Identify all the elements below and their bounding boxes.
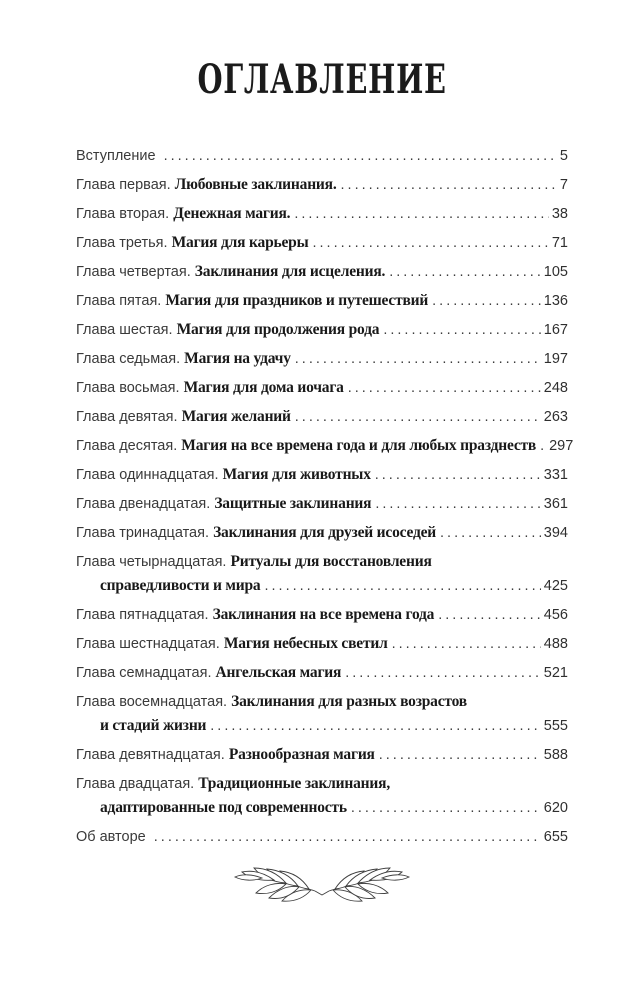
dot-leader: [210, 714, 541, 738]
dot-leader: [432, 289, 541, 313]
chapter-title: Ангельская магия: [215, 664, 342, 681]
chapter-prefix: Вступление: [76, 148, 156, 164]
chapter-prefix: Глава пятая.: [76, 293, 162, 309]
chapter-prefix: Глава четырнадцатая.: [76, 554, 227, 570]
toc-entry: [76, 405, 568, 429]
toc-entry: [76, 550, 568, 598]
chapter-title: Магия на удачу: [184, 350, 291, 367]
chapter-prefix: Глава девятая.: [76, 409, 178, 425]
toc-entry: [76, 661, 568, 685]
toc-entry: [76, 318, 568, 342]
dot-leader: [375, 463, 541, 487]
dot-leader: [348, 376, 541, 400]
page-number: 5: [559, 148, 568, 164]
chapter-prefix: Глава двадцатая.: [76, 776, 195, 792]
chapter-prefix: Глава тринадцатая.: [76, 525, 210, 541]
page-number: 488: [543, 636, 568, 652]
toc-entry: [76, 347, 568, 371]
dot-leader: [375, 492, 540, 516]
page-number: 197: [543, 351, 568, 367]
page-number: 248: [543, 380, 568, 396]
chapter-title: Защитные заклинания: [214, 495, 372, 512]
chapter-title: Магия желаний: [181, 408, 291, 425]
dot-leader: [440, 521, 541, 545]
chapter-prefix: Глава двенадцатая.: [76, 496, 211, 512]
chapter-title: Традиционные заклинания,: [198, 775, 391, 792]
chapter-title: Магия небесных светил: [223, 635, 388, 652]
page-number: 331: [543, 467, 568, 483]
chapter-prefix: Глава восьмая.: [76, 380, 180, 396]
chapter-prefix: Глава девятнадцатая.: [76, 747, 225, 763]
toc-entry: [76, 144, 568, 168]
page-number: 167: [543, 322, 568, 338]
toc-entry: [76, 743, 568, 767]
chapter-prefix: Глава десятая.: [76, 438, 178, 454]
page-number: 588: [543, 747, 568, 763]
chapter-prefix: Глава вторая.: [76, 206, 170, 222]
chapter-title: Магия для животных: [222, 466, 371, 483]
toc-entry: [76, 434, 574, 458]
dot-leader: [392, 632, 541, 656]
chapter-title: Магия для продолжения рода: [176, 321, 380, 338]
chapter-prefix: Глава восемнадцатая.: [76, 694, 228, 710]
page-number: 105: [543, 264, 568, 280]
page-number: 71: [551, 235, 568, 251]
chapter-prefix: Глава одиннадцатая.: [76, 467, 219, 483]
page-number: 425: [543, 578, 568, 594]
toc-entry: [76, 376, 568, 400]
chapter-prefix: Глава шестнадцатая.: [76, 636, 220, 652]
page-number: 297: [549, 438, 574, 454]
chapter-title-continued: справедливости и мира: [100, 577, 261, 594]
toc-entry: [76, 772, 568, 820]
chapter-title: Магия для карьеры: [171, 234, 309, 251]
page-number: 361: [543, 496, 568, 512]
page-number: 655: [543, 829, 568, 845]
chapter-title: Заклинания для друзей исоседей: [213, 524, 437, 541]
page-title: [76, 0, 568, 103]
dot-leader: [351, 796, 541, 820]
chapter-prefix: Глава шестая.: [76, 322, 173, 338]
toc-entry: [76, 289, 568, 313]
chapter-title: Денежная магия.: [173, 205, 291, 222]
page-number: 263: [543, 409, 568, 425]
dot-leader: [383, 318, 540, 342]
chapter-title-continued: и стадий жизни: [100, 717, 207, 734]
chapter-title: Заклинания для исцеления.: [194, 263, 386, 280]
toc-entry: [76, 632, 568, 656]
dot-leader: [540, 434, 546, 458]
dot-leader: [295, 405, 541, 429]
page-number: 620: [543, 800, 568, 816]
page-number: 7: [559, 177, 568, 193]
toc-entry: [76, 690, 568, 738]
dot-leader: [341, 173, 557, 197]
chapter-title: Любовные заклинания.: [174, 176, 337, 193]
dot-leader: [164, 144, 557, 168]
chapter-prefix: Глава пятнадцатая.: [76, 607, 209, 623]
laurel-branches-icon: [229, 865, 415, 913]
chapter-prefix: Глава семнадцатая.: [76, 665, 212, 681]
dot-leader: [154, 825, 541, 849]
toc-entry: [76, 521, 568, 545]
dot-leader: [379, 743, 541, 767]
chapter-prefix: Об авторе: [76, 829, 146, 845]
dot-leader: [438, 603, 541, 627]
page-number: 521: [543, 665, 568, 681]
page-number: 38: [551, 206, 568, 222]
dot-leader: [264, 574, 540, 598]
chapter-title: Ритуалы для восстановления: [230, 553, 432, 570]
toc-entry: [76, 173, 568, 197]
toc-list: [76, 144, 574, 849]
chapter-title: Разнообразная магия: [228, 746, 375, 763]
toc-entry: [76, 825, 568, 849]
chapter-title-continued: адаптированные под современность: [100, 799, 347, 816]
toc-entry: [76, 202, 568, 226]
toc-entry: [76, 260, 568, 284]
chapter-prefix: Глава седьмая.: [76, 351, 181, 367]
page-number: 555: [543, 718, 568, 734]
dot-leader: [389, 260, 541, 284]
page-number: 456: [543, 607, 568, 623]
chapter-prefix: Глава третья.: [76, 235, 168, 251]
chapter-prefix: Глава первая.: [76, 177, 171, 193]
dot-leader: [345, 661, 541, 685]
chapter-title: Магия для праздников и путешествий: [165, 292, 429, 309]
toc-entry: [76, 231, 568, 255]
page-number: 136: [543, 293, 568, 309]
toc-entry: [76, 463, 568, 487]
dot-leader: [294, 202, 549, 226]
page-number: 394: [543, 525, 568, 541]
ornament: [76, 865, 568, 918]
chapter-title: Заклинания для разных возрастов: [231, 693, 467, 710]
chapter-title: Магия на все времена года и для любых празднеств: [181, 437, 537, 454]
chapter-prefix: Глава четвертая.: [76, 264, 191, 280]
toc-entry: [76, 603, 568, 627]
chapter-title: Заклинания на все времена года: [212, 606, 435, 623]
page-title-text: ОГЛАВЛЕНИЕ: [197, 56, 447, 103]
toc-entry: [76, 492, 568, 516]
dot-leader: [295, 347, 541, 371]
dot-leader: [312, 231, 548, 255]
chapter-title: Магия для дома иочага: [183, 379, 344, 396]
